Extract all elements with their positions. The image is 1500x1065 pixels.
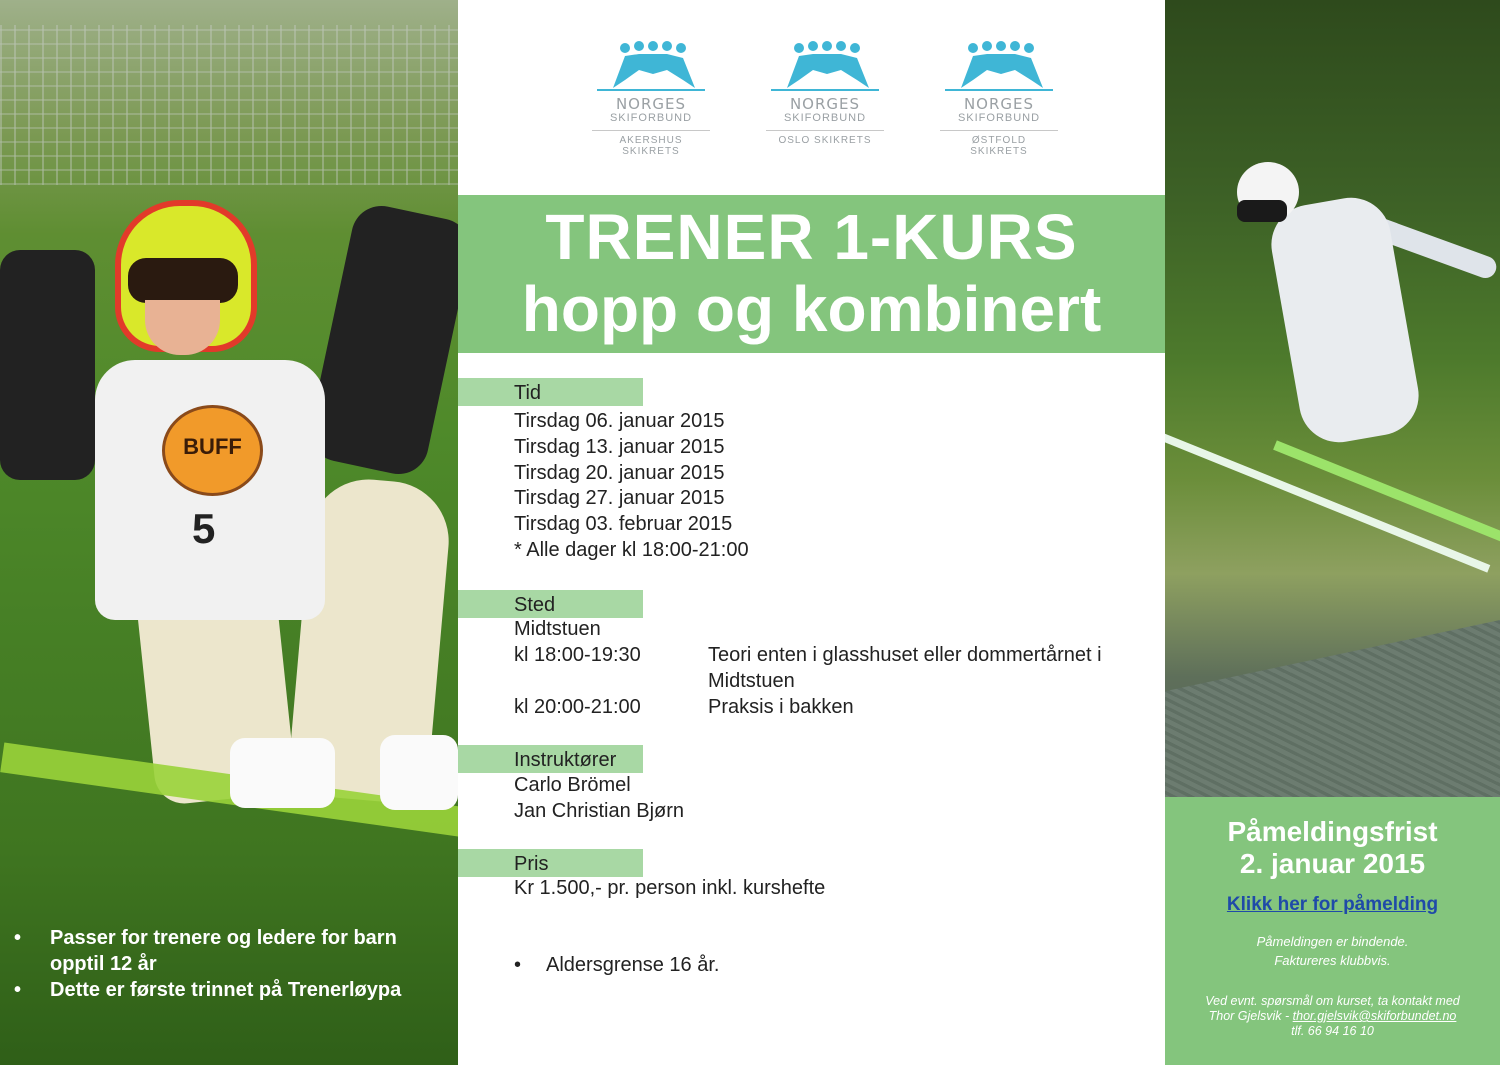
right-photo-ski-jumper-flying [1165, 0, 1500, 797]
logo-region: OSLO SKIKRETS [778, 135, 872, 146]
instructor-name: Jan Christian Bjørn [514, 799, 685, 822]
instructor-name: Carlo Brömel [514, 774, 631, 796]
schedule-time: kl 20:00-21:00 [514, 696, 641, 718]
left-bullet-item: • Dette er første trinnet på Trenerløypa [14, 977, 444, 1003]
logo-sub: SKIFORBUND [957, 112, 1041, 124]
contact-info [1165, 994, 1500, 1039]
deadline-line-1: Påmeldingsfrist [1227, 816, 1438, 847]
logo-name: NORGES [789, 95, 861, 113]
logo-oslo [764, 40, 886, 180]
instructor-list [514, 773, 684, 825]
section-heading-pris [458, 849, 643, 877]
fence [0, 25, 458, 185]
schedule-desc: Teori enten i glasshuset eller dommertårnet i Midtstuen [708, 644, 1102, 692]
section-heading-sted [458, 590, 643, 618]
section-heading-label: Pris [514, 853, 549, 875]
logo-row [590, 40, 1060, 180]
time-note: * Alle dager kl 18:00-21:00 [514, 538, 749, 561]
date-item: Tirsdag 13. januar 2015 [514, 435, 725, 458]
date-item: Tirsdag 27. januar 2015 [514, 487, 725, 510]
jumper-arm-right [304, 200, 458, 479]
logo-region: AKERSHUS SKIKRETS [619, 135, 683, 157]
contact-intro: Ved evnt. spørsmål om kurset, ta kontakt med [1205, 994, 1460, 1008]
boot-left [230, 738, 335, 808]
logo-sub: SKIFORBUND [783, 112, 867, 124]
jumper-arm-left [0, 250, 95, 480]
contact-phone: tlf. 66 94 16 10 [1291, 1024, 1374, 1038]
section-heading-label: Sted [514, 594, 556, 616]
bullet-dot-icon: • [514, 954, 522, 976]
section-heading-instruktorer [458, 745, 643, 773]
age-limit-bullet [514, 954, 719, 977]
billing-note: Faktureres klubbvis. [1274, 953, 1391, 968]
sted-place: Midtstuen [514, 618, 601, 640]
logo-ostfold [938, 40, 1060, 180]
logo-region: ØSTFOLD SKIKRETS [970, 135, 1028, 157]
left-bullet-item: • Passer for trenere og ledere for barn opptil 12 år [14, 925, 444, 977]
skiers-logo-icon [769, 40, 881, 92]
title-line-2: hopp og kombinert [521, 273, 1102, 345]
schedule-time: kl 18:00-19:30 [514, 644, 641, 666]
logo-name: NORGES [615, 95, 687, 113]
section-heading-label: Tid [514, 382, 542, 404]
signup-link[interactable]: Klikk her for påmelding [1226, 894, 1439, 915]
left-photo-ski-jumper-celebrating [0, 0, 458, 1065]
date-item: Tirsdag 20. januar 2015 [514, 461, 725, 484]
ski-left [1165, 430, 1490, 572]
skiers-logo-icon [943, 40, 1055, 92]
logo-divider [592, 130, 710, 131]
title-banner [458, 195, 1165, 353]
goggles [1237, 200, 1287, 222]
logo-divider [940, 130, 1058, 131]
age-limit-text: Aldersgrense 16 år. [546, 954, 720, 976]
contact-email-link[interactable]: thor.gjelsvik@skiforbundet.no [1292, 1009, 1457, 1023]
schedule-row [514, 643, 1138, 695]
schedule-row [514, 695, 1138, 721]
contact-line [1165, 1009, 1500, 1024]
date-item: Tirsdag 03. februar 2015 [514, 513, 733, 536]
bib-logo [162, 405, 263, 496]
bib-logo-text: BUFF [183, 434, 242, 459]
section-heading-label: Instruktører [514, 749, 617, 771]
signup-box [1165, 797, 1500, 1065]
logo-divider [766, 130, 884, 131]
bib-number: 5 [192, 505, 216, 552]
deadline-line-2: 2. januar 2015 [1239, 848, 1426, 879]
skiers-logo-icon [595, 40, 707, 92]
logo-name: NORGES [963, 95, 1035, 113]
tid-list [514, 409, 749, 564]
price-text: Kr 1.500,- pr. person inkl. kurshefte [514, 877, 826, 899]
deadline-heading [1165, 816, 1500, 880]
signup-note [1165, 932, 1500, 970]
section-heading-tid [458, 378, 643, 406]
jump-hill [1165, 620, 1500, 797]
logo-akershus [590, 40, 712, 180]
schedule-desc: Praksis i bakken [708, 696, 854, 718]
binding-note: Påmeldingen er bindende. [1256, 934, 1409, 949]
goggles [128, 258, 238, 303]
date-item: Tirsdag 06. januar 2015 [514, 410, 725, 432]
left-bullet-list [14, 925, 444, 1003]
contact-name: Thor Gjelsvik - [1208, 1009, 1293, 1023]
logo-sub: SKIFORBUND [609, 112, 693, 124]
boot-right [380, 735, 458, 810]
title-line-1: TRENER 1-KURS [545, 201, 1078, 273]
